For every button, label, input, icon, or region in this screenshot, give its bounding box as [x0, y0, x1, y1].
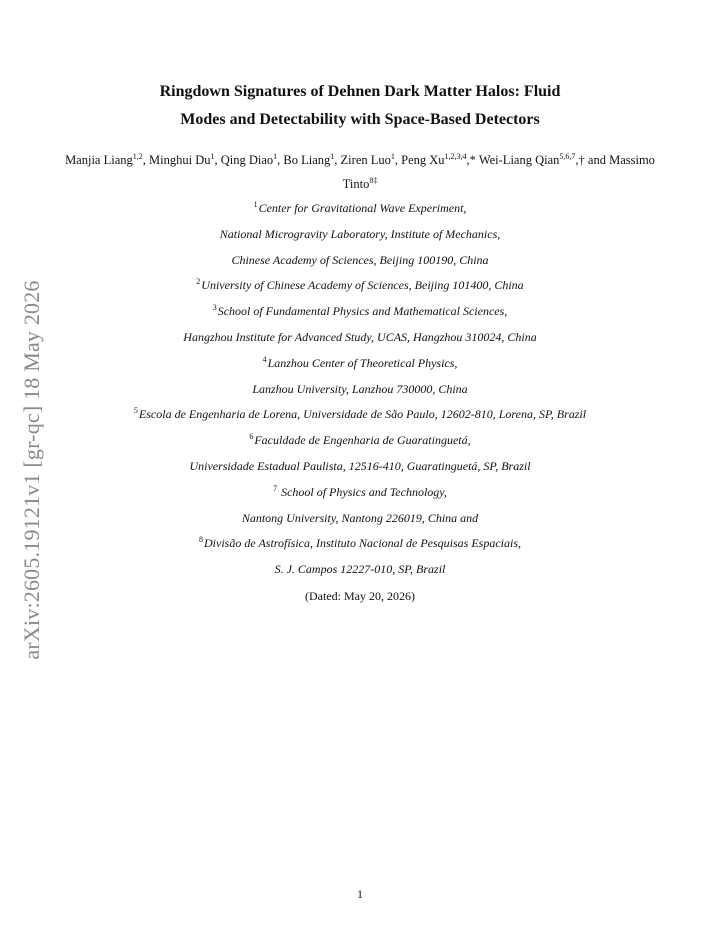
- paper-front-matter: [60, 78, 660, 606]
- author-affiliation-mark: 8‡: [369, 175, 378, 185]
- affiliation-line: Hangzhou Institute for Advanced Study, UCAS, Hangzhou 310024, China: [183, 329, 537, 344]
- author-separator: ,: [334, 153, 341, 167]
- affiliation-line: Lanzhou University, Lanzhou 730000, China: [252, 381, 468, 396]
- affiliation-mark: 7: [273, 483, 278, 493]
- paper-title-line-2: Modes and Detectability with Space-Based Detectors: [180, 111, 540, 128]
- author-name: Minghui Du: [149, 153, 211, 167]
- author-name: Qing Diao: [220, 153, 274, 167]
- page-number: 1: [357, 887, 363, 901]
- author-separator: ,*: [466, 153, 479, 167]
- affiliation-mark: 5: [133, 406, 138, 416]
- author-affiliation-mark: 1: [390, 151, 395, 161]
- affiliation-mark: 2: [196, 277, 201, 287]
- arxiv-sidebar: [16, 260, 48, 680]
- author-separator: ,: [142, 153, 150, 167]
- author-line-1: [60, 148, 660, 196]
- author-name: Peng Xu: [401, 153, 445, 167]
- author-separator: ,: [214, 153, 221, 167]
- paper-title-line-1: Ringdown Signatures of Dehnen Dark Matter Halos: Fluid: [159, 83, 561, 100]
- affiliation-line: $^6$Faculdade de Engenharia de Guaratinguetá,: [249, 432, 471, 448]
- dated-line: (Dated: May 20, 2026): [305, 588, 415, 603]
- author-name: Wei-Liang Qian: [478, 153, 560, 167]
- affiliation-line: $^7$ School of Physics and Technology,: [273, 483, 447, 499]
- author-name: Manjia Liang: [65, 153, 133, 167]
- affiliation-mark: 8: [199, 535, 203, 545]
- author-affiliation-mark: 1: [273, 151, 278, 161]
- author-affiliation-mark: 1: [210, 151, 215, 161]
- arxiv-identifier[interactable]: arXiv:2605.19121v1 [gr-qc] 18 May 2026: [19, 280, 44, 660]
- affiliation-line: Chinese Academy of Sciences, Beijing 100190, China: [231, 252, 489, 267]
- paper-title: [60, 78, 660, 134]
- author-name: Ziren Luo: [340, 153, 391, 167]
- affiliation-line: $^2$University of Chinese Academy of Sciences, Beijing 101400, China: [196, 277, 524, 293]
- affiliation-line: $^4$Lanzhou Center of Theoretical Physics,: [262, 354, 458, 370]
- affiliation-mark: 1: [253, 200, 258, 209]
- author-affiliation-mark: 1,2,3,4: [444, 151, 467, 161]
- author-affiliation-mark: 1,2: [132, 151, 143, 161]
- affiliation-line: National Microgravity Laboratory, Institute of Mechanics,: [219, 226, 501, 241]
- author-list: [60, 148, 660, 196]
- author-separator: ,† and: [575, 153, 610, 167]
- author-name: Bo Liang: [283, 153, 331, 167]
- affiliation-mark: 4: [262, 354, 267, 364]
- author-affiliation-mark: 5,6,7: [559, 151, 576, 161]
- affiliation-line: S. J. Campos 12227-010, SP, Brazil: [274, 562, 446, 577]
- affiliation-line: $^8$Divisão de Astrofísica, Instituto Nacional de Pesquisas Espaciais,: [199, 535, 521, 551]
- author-separator: ,: [394, 153, 402, 167]
- author-name: Massimo Tinto: [342, 153, 655, 191]
- author-affiliation-mark: 1: [330, 151, 335, 161]
- affiliation-line: $^5$Escola de Engenharia de Lorena, Universidade de São Paulo, 12602-810, Lorena, SP, Brazil: [133, 406, 587, 422]
- affiliation-list: [60, 196, 660, 583]
- affiliation-line: Nantong University, Nantong 226019, China and: [241, 510, 479, 525]
- author-separator: ,: [277, 153, 284, 167]
- affiliation-line: $^1$Center for Gravitational Wave Experiment,: [253, 200, 467, 215]
- affiliation-mark: 6: [249, 432, 254, 442]
- affiliation-line: Universidade Estadual Paulista, 12516-410, Guaratinguetá, SP, Brazil: [189, 458, 531, 473]
- affiliation-mark: 3: [212, 303, 217, 313]
- affiliation-line: $^3$School of Fundamental Physics and Mathematical Sciences,: [212, 303, 508, 319]
